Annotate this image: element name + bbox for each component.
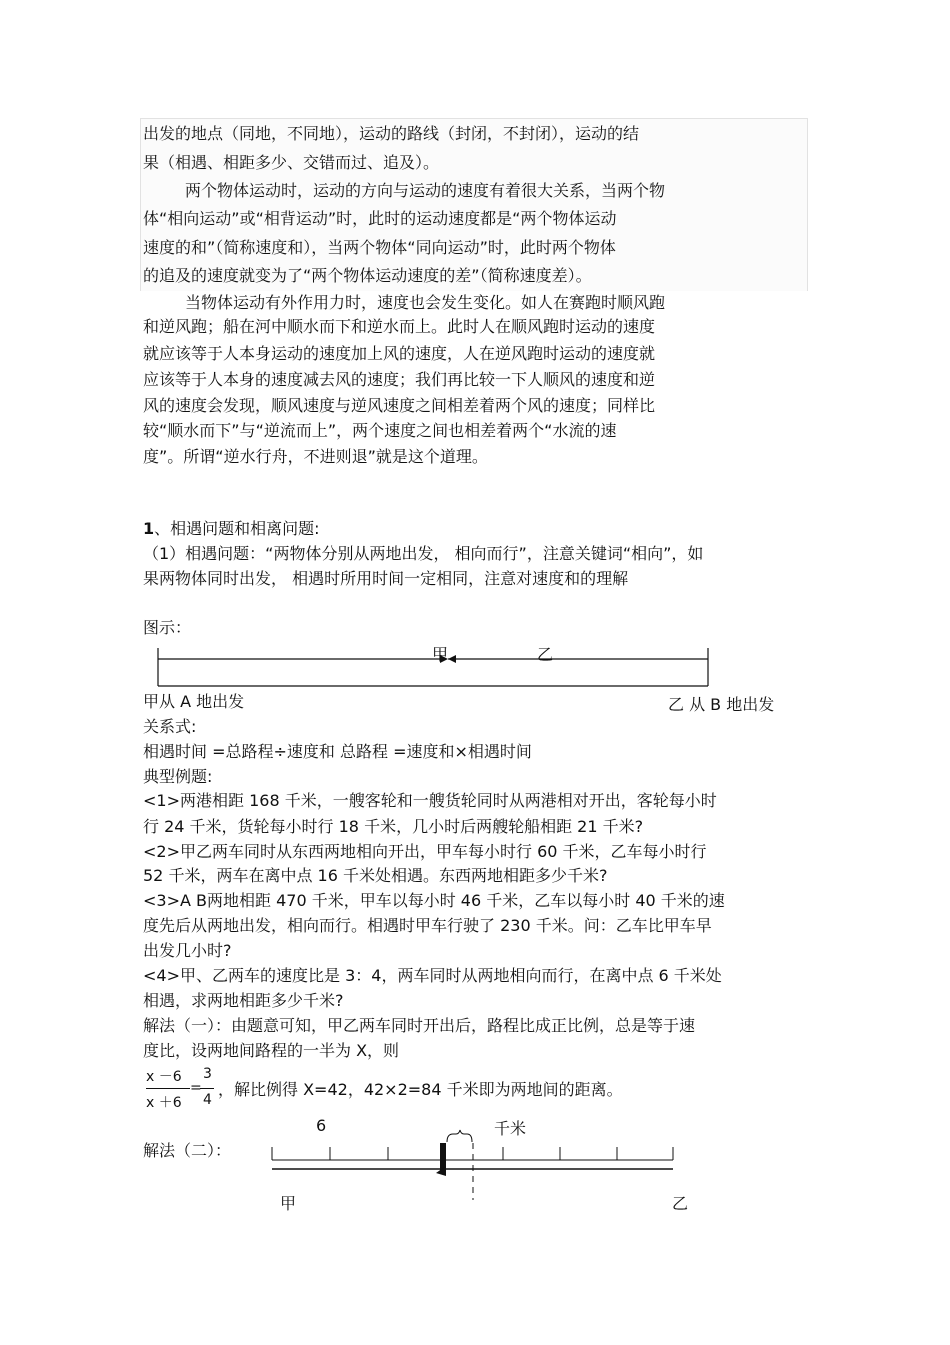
fraction-bar [146, 1088, 190, 1089]
fraction-numerator: x －6 [146, 1069, 182, 1085]
intro-line-4: 体“相向运动”或“相背运动”时，此时的运动速度都是“两个物体运动 [143, 209, 617, 228]
diagram1-label-jia: 甲 [432, 645, 449, 664]
start-b-label: 乙 从 B 地出发 [668, 695, 775, 714]
solution-1-line-2: 度比，设两地间路程的一半为 X，则 [143, 1041, 400, 1060]
solution-1-line-3: ，解比例得 X=42，42×2=84 千米即为两地间的距离。 [218, 1080, 623, 1099]
example-4-line-2: 相遇，求两地相距多少千米? [143, 991, 344, 1010]
intro-line-13: 度”。所谓“逆水行舟，不进则退”就是这个道理。 [143, 447, 488, 466]
diagram1-label-yi: 乙 [537, 645, 554, 664]
section-heading-text: 、相遇问题和相离问题: [154, 519, 320, 538]
equals-sign: = [190, 1080, 202, 1096]
section-heading-number: 1 [143, 519, 155, 538]
diagram2-label-jia: 甲 [280, 1194, 297, 1213]
examples-label: 典型例题: [143, 767, 213, 786]
fraction-denominator: x ＋6 [146, 1095, 182, 1111]
intro-line-11: 风的速度会发现，顺风速度与逆风速度之间相差着两个风的速度；同样比 [143, 396, 656, 415]
relation-formula: 相遇时间 =总路程÷速度和 总路程 =速度和×相遇时间 [143, 742, 532, 761]
meet-problem-line-1: （1）相遇问题：“两物体分别从两地出发， 相向而行”，注意关键词“相向”，如 [143, 544, 704, 563]
diagram2-label-yi: 乙 [672, 1194, 689, 1213]
diagram2-label-six: 6 [316, 1116, 327, 1135]
arrow-left-icon [448, 655, 456, 663]
intro-line-6: 的追及的速度就变为了“两个物体运动速度的差”（简称速度差）。 [143, 266, 592, 285]
intro-line-12: 较“顺水而下”与“逆流而上”，两个速度之间也相差着两个“水流的速 [143, 421, 617, 440]
relation-label: 关系式: [143, 717, 197, 736]
intro-line-5: 速度的和”（简称速度和），当两个物体“同向运动”时，此时两个物体 [143, 238, 616, 257]
meet-problem-line-2: 果两物体同时出发， 相遇时所用时间一定相同，注意对速度和的理解 [143, 569, 629, 588]
example-3-line-1: <3>A B两地相距 470 千米，甲车以每小时 46 千米，乙车以每小时 40 千米的速 [143, 891, 725, 910]
example-3-line-2: 度先后从两地出发，相向而行。相遇时甲车行驶了 230 千米。问：乙车比甲车早 [143, 916, 712, 935]
example-4-line-1: <4>甲、乙两车的速度比是 3：4，两车同时从两地相向而行，在离中点 6 千米处 [143, 966, 722, 985]
ratio-bar [200, 1088, 214, 1089]
diagram2-label-km: 千米 [494, 1119, 527, 1138]
example-2-line-1: <2>甲乙两车同时从东西两地相向开出，甲车每小时行 60 千米，乙车每小时行 [143, 842, 707, 861]
example-1-line-2: 行 24 千米，货轮每小时行 18 千米，几小时后两艘轮船相距 21 千米? [143, 817, 644, 836]
solution-two-diagram [272, 1130, 673, 1200]
intro-line-10: 应该等于人本身的速度减去风的速度；我们再比较一下人顺风的速度和逆 [143, 370, 656, 389]
example-1-line-1: <1>两港相距 168 千米，一艘客轮和一艘货轮同时从两港相对开出，客轮每小时 [143, 791, 717, 810]
intro-line-2: 果（相遇、相距多少、交错而过、追及）。 [143, 153, 440, 172]
intro-line-8: 和逆风跑；船在河中顺水而下和逆水而上。此时人在顺风跑时运动的速度 [143, 317, 656, 336]
intro-line-7: 当物体运动有外作用力时，速度也会发生变化。如人在赛跑时顺风跑 [185, 293, 666, 312]
start-a-label: 甲从 A 地出发 [143, 692, 245, 711]
example-3-line-3: 出发几小时? [143, 941, 232, 960]
solution-1-line-1: 解法（一）：由题意可知，甲乙两车同时开出后，路程比成正比例，总是等于速 [143, 1016, 696, 1035]
figure-label: 图示： [143, 618, 192, 637]
ratio-numerator: 3 [203, 1066, 212, 1082]
ratio-denominator: 4 [203, 1092, 212, 1108]
intro-line-9: 就应该等于人本身运动的速度加上风的速度，人在逆风跑时运动的速度就 [143, 344, 656, 363]
intro-line-1: 出发的地点（同地，不同地），运动的路线（封闭，不封闭），运动的结 [143, 124, 640, 143]
solution-2-label: 解法（二）： [143, 1141, 232, 1160]
example-2-line-2: 52 千米，两车在离中点 16 千米处相遇。东西两地相距多少千米? [143, 866, 608, 885]
intro-line-3: 两个物体运动时，运动的方向与运动的速度有着很大关系，当两个物 [185, 181, 666, 200]
